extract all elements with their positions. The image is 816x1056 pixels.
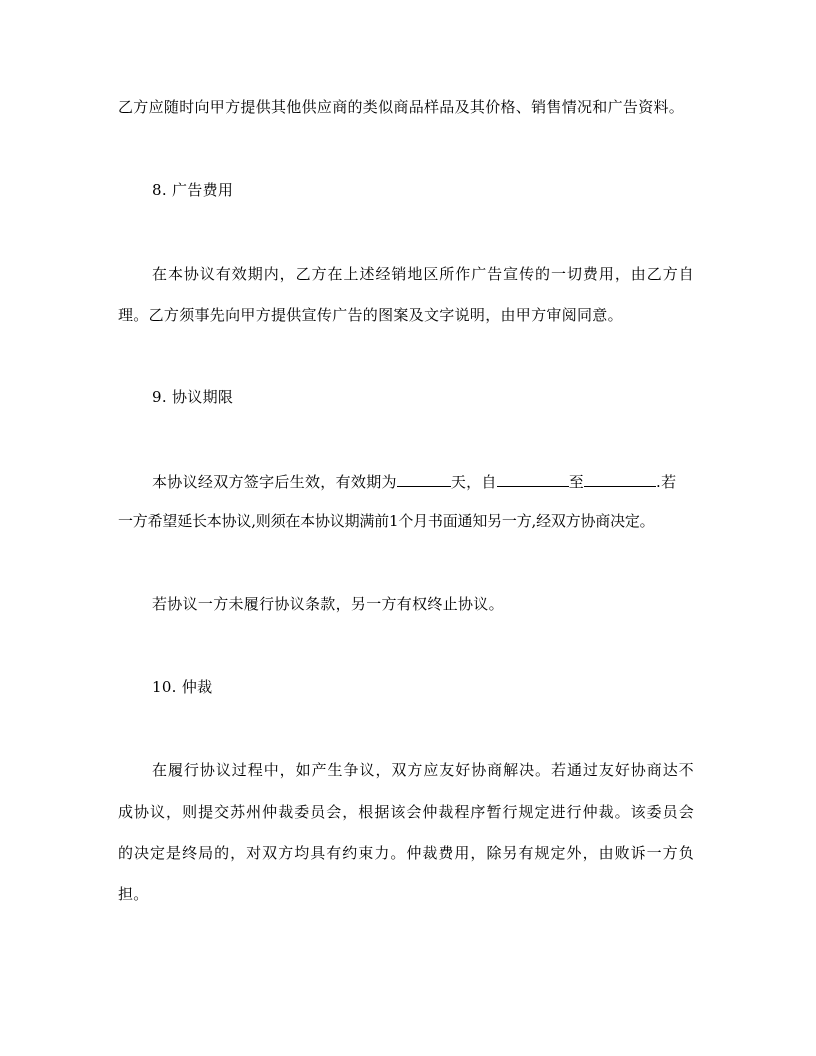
paragraph-line: 乙方应随时向甲方提供其他供应商的类似商品样品及其价格、销售情况和广告资料。 (118, 98, 685, 116)
paragraph-line: 担。 (118, 885, 149, 903)
term-text-3: 至 (568, 473, 585, 491)
section-heading-9: 9. 协议期限 (152, 388, 234, 406)
start-date-blank (497, 470, 569, 487)
section-heading-10: 10. 仲裁 (152, 678, 213, 696)
term-text-2: 天，自 (450, 473, 497, 491)
paragraph-line: 若协议一方未履行协议条款，另一方有权终止协议。 (152, 595, 504, 613)
paragraph-line: 在本协议有效期内，乙方在上述经销地区所作广告宣传的一切费用，由乙方自 (152, 265, 694, 283)
term-line (152, 470, 676, 492)
end-date-blank (584, 470, 656, 487)
term-text-1: 本协议经双方签字后生效，有效期为 (152, 473, 397, 491)
days-blank (397, 470, 451, 487)
paragraph-line: 在履行协议过程中，如产生争议，双方应友好协商解决。若通过友好协商达不 (152, 761, 694, 779)
paragraph-line: 的决定是终局的，对双方均具有约束力。仲裁费用，除另有规定外，由败诉一方负 (118, 844, 694, 862)
paragraph-line: 成协议，则提交苏州仲裁委员会，根据该会仲裁程序暂行规定进行仲裁。该委员会 (118, 803, 694, 821)
term-text-4: .若 (656, 473, 677, 491)
paragraph-line: 理。乙方须事先向甲方提供宣传广告的图案及文字说明，由甲方审阅同意。 (118, 306, 623, 324)
paragraph-line: 一方希望延长本协议,则须在本协议期满前1个月书面通知另一方,经双方协商决定。 (118, 512, 655, 530)
section-heading-8: 8. 广告费用 (152, 181, 234, 199)
